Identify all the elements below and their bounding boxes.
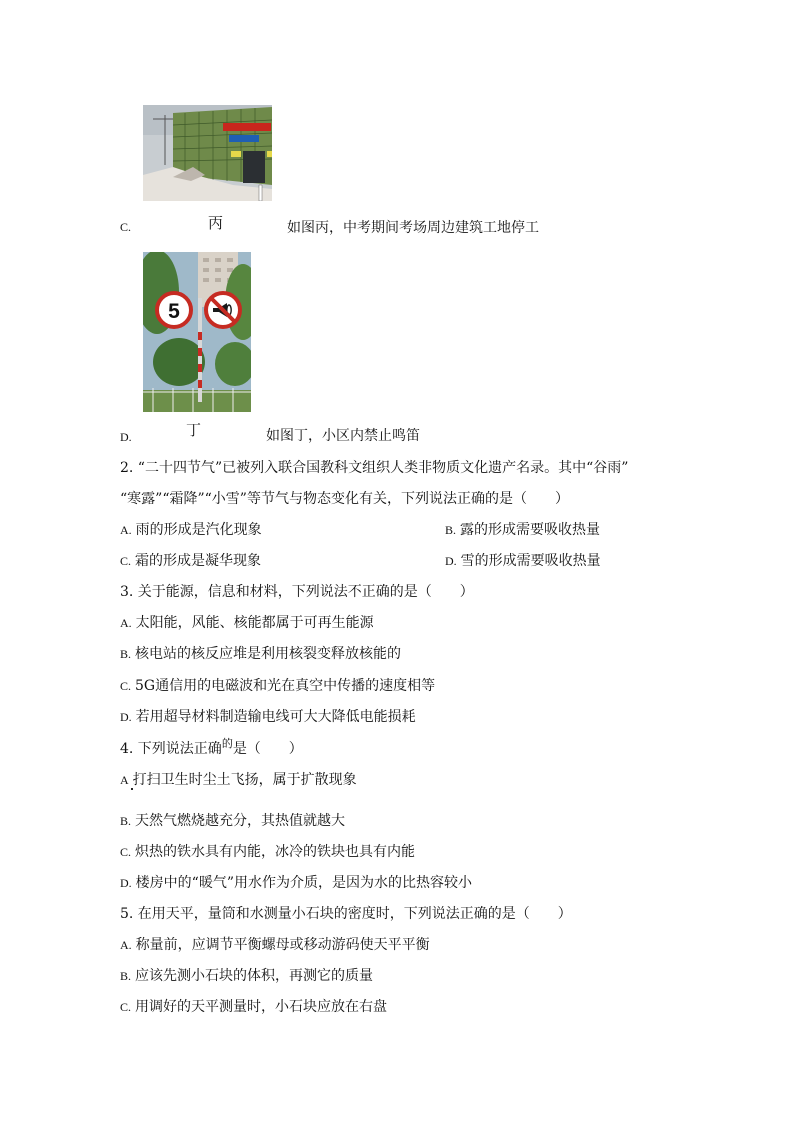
- q2-option-a: A. 雨的形成是汽化现象: [120, 522, 262, 538]
- q5-option-b: B. 应该先测小石块的体积，再测它的质量: [120, 968, 374, 984]
- svg-text:5: 5: [168, 300, 180, 323]
- q5-option-a: A. 称量前，应调节平衡螺母或移动游码使天平平衡: [120, 937, 430, 953]
- q2-stem-line1: 2. “二十四节气”已被列入联合国教科文组织人类非物质文化遗产名录。其中“谷雨”: [120, 460, 629, 476]
- q3-option-c: C. 5G通信用的电磁波和光在真空中传播的速度相等: [120, 678, 436, 694]
- q5-option-c: C. 用调好的天平测量时，小石块应放在右盘: [120, 999, 388, 1015]
- q2-stem-line2: “寒露”“霜降”“小雪”等节气与物态变化有关，下列说法正确的是（ ）: [120, 491, 569, 507]
- speed-limit-sign: [157, 293, 191, 327]
- q3-option-b: B. 核电站的核反应堆是利用核裂变释放核能的: [120, 646, 402, 662]
- q4-option-a: A 打扫卫生时尘土飞扬，属于扩散现象: [120, 772, 357, 788]
- q5-stem: 5. 在用天平，量筒和水测量小石块的密度时，下列说法正确的是（ ）: [120, 906, 572, 922]
- stray-dot: [131, 788, 133, 790]
- red-banner: [223, 123, 271, 131]
- traffic-signs-illustration: [143, 252, 251, 412]
- blue-sign: [229, 135, 259, 142]
- q1-option-c-text: 如图丙，中考期间考场周边建筑工地停工: [287, 220, 539, 236]
- q3-option-d: D. 若用超导材料制造输电线可大大降低电能损耗: [120, 709, 416, 725]
- q2-option-b: B. 露的形成需要吸收热量: [445, 522, 601, 538]
- construction-site-photo: [143, 105, 272, 201]
- q2-option-c: C. 霜的形成是凝华现象: [120, 553, 262, 569]
- q1-option-c-letter: C.: [120, 220, 132, 234]
- q4-option-b: B. 天然气燃烧越充分，其热值就越大: [120, 813, 346, 829]
- q2-option-d: D. 雪的形成需要吸收热量: [445, 553, 601, 569]
- q4-option-d: D. 楼房中的“暖气”用水作为介质，是因为水的比热容较小: [120, 875, 472, 891]
- no-honking-sign-photo: [143, 252, 251, 412]
- q3-stem: 3. 关于能源，信息和材料，下列说法不正确的是（ ）: [120, 584, 474, 600]
- q4-stem: 4. 下列说法正确$^的$是（ ）: [120, 737, 303, 757]
- construction-site-illustration: [143, 105, 272, 201]
- q1-option-d-letter: D.: [120, 430, 132, 444]
- no-honking-icon: [206, 293, 240, 327]
- q1-option-d-text: 如图丁，小区内禁止鸣笛: [266, 428, 420, 444]
- figure-caption-ding: 丁: [186, 421, 202, 439]
- figure-caption-bing: 丙: [208, 214, 224, 232]
- q3-option-a: A. 太阳能，风能、核能都属于可再生能源: [120, 615, 374, 631]
- q4-option-c: C. 炽热的铁水具有内能，冰冷的铁块也具有内能: [120, 844, 416, 860]
